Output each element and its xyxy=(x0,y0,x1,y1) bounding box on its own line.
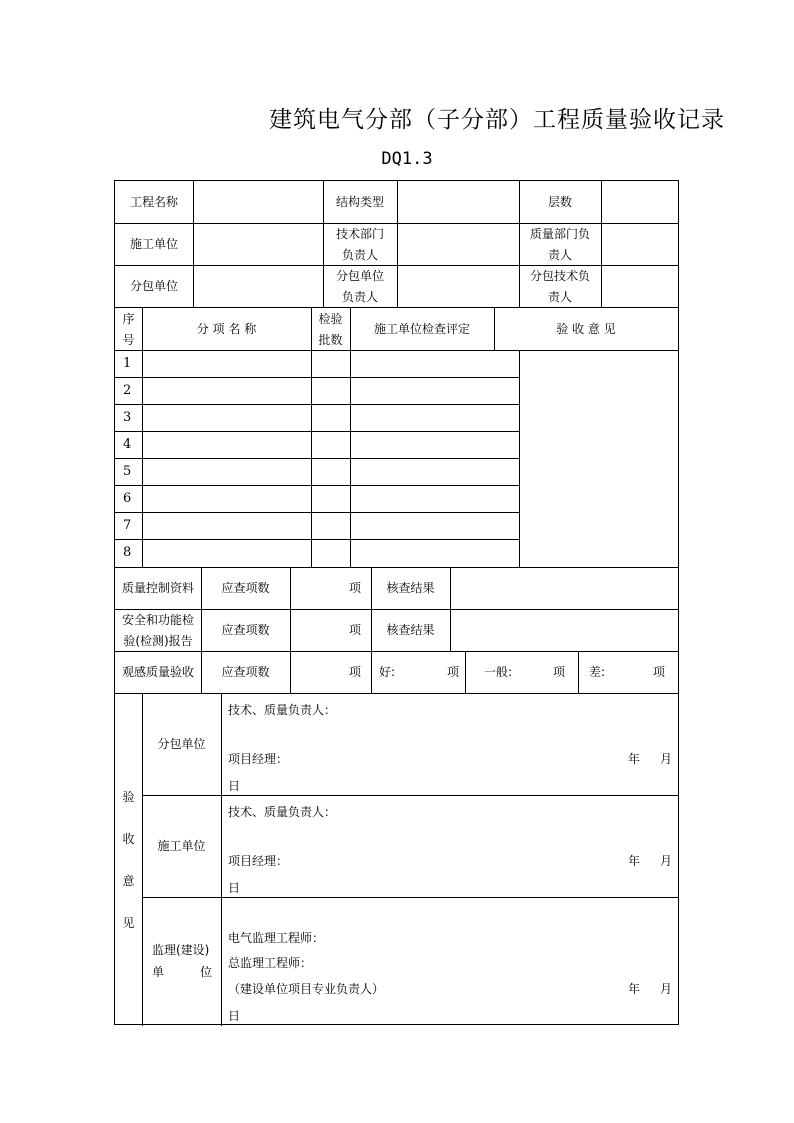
label-opinion: 验 收 意 见 xyxy=(556,322,616,336)
label-quality-dept-head: 质量部门负 xyxy=(529,227,590,241)
col-divider xyxy=(397,181,398,307)
label-year: 年 xyxy=(628,982,641,996)
label-item-unit: 项 xyxy=(349,665,362,679)
label-self-check: 施工单位检查评定 xyxy=(373,322,470,336)
row-number: 2 xyxy=(123,383,132,398)
label-quality-docs: 质量控制资料 xyxy=(121,581,194,595)
label-item-unit: 项 xyxy=(653,665,666,679)
label-month: 月 xyxy=(660,854,673,868)
label-year: 年 xyxy=(628,854,641,868)
label-tech-dept-head: 技术部门 xyxy=(335,227,384,241)
label-item-unit: 项 xyxy=(349,581,362,595)
label-supervision-unit: 单 xyxy=(152,965,165,979)
row-divider xyxy=(115,431,519,432)
row-divider xyxy=(115,404,519,405)
row-divider xyxy=(115,539,519,540)
page-title: 建筑电气分部（子分部）工程质量验收记录 xyxy=(269,107,725,133)
label-day: 日 xyxy=(228,1009,241,1023)
label-day: 日 xyxy=(228,881,241,895)
label-sub-unit: 分包单位 xyxy=(129,279,178,293)
row-number: 4 xyxy=(123,437,132,452)
row-number: 3 xyxy=(123,410,132,425)
label-seq: 号 xyxy=(122,333,135,347)
label-acceptance-vertical: 意 xyxy=(122,874,135,888)
acceptance-form xyxy=(114,180,679,1025)
label-safety-report: 验(检测)报告 xyxy=(123,634,193,648)
label-normal: 一般: xyxy=(484,665,513,679)
label-check-result: 核查结果 xyxy=(386,623,435,637)
label-acceptance-vertical: 见 xyxy=(122,916,135,930)
row-number: 1 xyxy=(123,356,132,371)
col-divider xyxy=(601,181,602,307)
label-batch-count: 检验 xyxy=(318,312,343,326)
label-sub-tech-head: 分包技术负 xyxy=(529,269,590,283)
label-month: 月 xyxy=(660,982,673,996)
label-appearance: 观感质量验收 xyxy=(121,665,194,679)
row-divider xyxy=(115,651,678,652)
label-structure-type: 结构类型 xyxy=(335,195,384,209)
row-number: 7 xyxy=(123,518,132,533)
label-supervision-unit: 位 xyxy=(200,965,213,979)
row-number: 8 xyxy=(123,545,132,560)
label-floors: 层数 xyxy=(547,195,572,209)
col-divider xyxy=(193,181,194,307)
label-quality-dept-head: 责人 xyxy=(547,248,572,262)
row-divider xyxy=(143,897,678,898)
row-divider xyxy=(115,350,678,351)
row-divider xyxy=(115,512,519,513)
label-item-name: 分 项 名 称 xyxy=(196,322,257,336)
label-should-count: 应查项数 xyxy=(221,581,270,595)
label-day: 日 xyxy=(228,779,241,793)
label-sub-unit-head: 负责人 xyxy=(341,290,378,304)
label-poor: 差: xyxy=(589,665,606,679)
row-divider xyxy=(115,567,678,568)
row-number: 6 xyxy=(123,491,132,506)
row-number: 5 xyxy=(123,464,132,479)
label-seq: 序 xyxy=(122,312,135,326)
row-divider xyxy=(115,458,519,459)
label-month: 月 xyxy=(660,752,673,766)
row-divider xyxy=(115,693,678,694)
label-owner-representative: （建设单位项目专业负责人） xyxy=(228,982,385,996)
label-sub-unit-head: 分包单位 xyxy=(335,269,384,283)
label-should-count: 应查项数 xyxy=(221,665,270,679)
label-good: 好: xyxy=(379,665,396,679)
label-electrical-engineer: 电气监理工程师： xyxy=(228,931,325,945)
label-batch-count: 批数 xyxy=(318,333,343,347)
col-divider xyxy=(142,307,143,567)
label-item-unit: 项 xyxy=(447,665,460,679)
label-chief-engineer: 总监理工程师： xyxy=(228,956,313,970)
label-project-manager: 项目经理： xyxy=(228,854,289,868)
row-divider xyxy=(143,795,678,796)
label-tech-dept-head: 负责人 xyxy=(341,248,378,262)
label-item-unit: 项 xyxy=(553,665,566,679)
label-sub-unit-sign: 分包单位 xyxy=(157,737,206,751)
label-construction-unit: 施工单位 xyxy=(129,237,178,251)
label-year: 年 xyxy=(628,752,641,766)
col-divider xyxy=(578,651,579,693)
label-sub-tech-head: 责人 xyxy=(547,290,572,304)
label-should-count: 应查项数 xyxy=(221,623,270,637)
label-tech-quality-head: 技术、质量负责人： xyxy=(228,805,337,819)
col-divider xyxy=(350,307,351,567)
col-divider xyxy=(290,567,291,693)
label-safety-report: 安全和功能检 xyxy=(121,613,194,627)
label-acceptance-vertical: 验 xyxy=(122,790,135,804)
row-divider xyxy=(115,377,519,378)
col-divider xyxy=(465,651,466,693)
label-supervision-unit: 监理(建设) xyxy=(152,943,210,957)
row-divider xyxy=(115,485,519,486)
label-item-unit: 项 xyxy=(349,623,362,637)
label-tech-quality-head: 技术、质量负责人： xyxy=(228,703,337,717)
label-construction-unit-sign: 施工单位 xyxy=(157,839,206,853)
col-divider xyxy=(221,693,222,1026)
label-project-manager: 项目经理： xyxy=(228,752,289,766)
form-code: DQ1.3 xyxy=(381,149,433,169)
label-check-result: 核查结果 xyxy=(386,581,435,595)
row-divider xyxy=(115,307,678,308)
col-divider xyxy=(519,350,520,567)
col-divider xyxy=(450,567,451,651)
label-acceptance-vertical: 收 xyxy=(122,832,135,846)
label-project-name: 工程名称 xyxy=(129,195,178,209)
